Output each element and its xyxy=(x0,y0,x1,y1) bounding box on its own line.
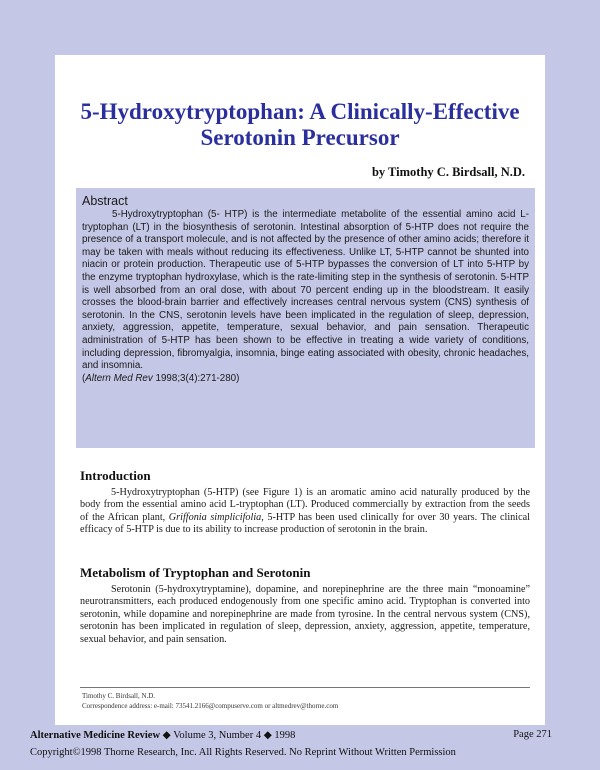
footnote xyxy=(82,692,338,711)
metabolism-paragraph: Serotonin (5-hydroxytryptamine), dopamine, and norepinephrine are the three main “monoamine” neurotransmitters, each produced endogenously from one specific amino acid. Tryptophan is converted into serotonin, while dopamine and norepinephrine are made from tyrosine. In the central nervous system (CNS), serotonin has been implicated in regulation of sleep, depression, anxiety, aggression, appetite, temperature, sexual behavior, and pain sensation. xyxy=(80,584,530,645)
metabolism-section xyxy=(80,565,530,646)
species-name: Griffonia simplicifolia xyxy=(168,511,262,523)
abstract-body: 5-Hydroxytryptophan (5- HTP) is the intermediate metabolite of the essential amino acid L-tryptophan (LT) in the biosynthesis of serotonin. Intestinal absorption of 5-HTP does not require the presence of a transport molecule, and is not affected by the presence of other amino acids; therefore it may be taken with meals without reducing its effectiveness. Unlike LT, 5-HTP cannot be shunted into niacin or protein production. Therapeutic use of 5-HTP bypasses the conversion of LT into 5-HTP by the enzyme tryptophan hydroxylase, which is the rate-limiting step in the synthesis of serotonin. 5-HTP is well absorbed from an oral dose, with about 70 percent ending up in the bloodstream. It easily crosses the blood-brain barrier and effectively increases central nervous system (CNS) synthesis of serotonin. In the CNS, serotonin levels have been implicated in the regulation of sleep, depression, anxiety, aggression, appetite, temperature, sexual behavior, and pain sensation. Therapeutic administration of 5-HTP has been shown to be effective in treating a wide variety of conditions, including depression, fibromyalgia, insomnia, binge eating associated with obesity, chronic headaches, and insomnia. xyxy=(82,209,529,372)
abstract-box xyxy=(76,188,535,448)
footnote-divider xyxy=(80,687,530,688)
diamond-separator-icon: ◆ xyxy=(261,730,275,741)
citation-journal: Altern Med Rev xyxy=(85,372,153,384)
title-line-1: 5-Hydroxytryptophan: A Clinically-Effective xyxy=(80,99,520,124)
article-page xyxy=(55,55,545,725)
footnote-author: Timothy C. Birdsall, N.D. xyxy=(82,692,156,700)
introduction-section xyxy=(80,468,530,537)
introduction-paragraph: 5-Hydroxytryptophan (5-HTP) (see Figure 1) is an aromatic amino acid naturally produced by the body from the essential amino acid L-tryptophan (LT). Produced commercially by extraction from the seeds of the African plant, Griffonia simplicifolia, 5-HTP has been used clinically for over 30 years. The clinical efficacy of 5-HTP is due to its ability to increase production of serotonin in the brain. xyxy=(80,487,530,536)
journal-name: Alternative Medicine Review xyxy=(30,730,161,741)
introduction-heading: Introduction xyxy=(80,468,151,483)
diamond-separator-icon: ◆ xyxy=(160,730,174,741)
metabolism-heading: Metabolism of Tryptophan and Serotonin xyxy=(80,565,311,580)
volume-info: Volume 3, Number 4 xyxy=(173,730,262,741)
author-byline: by Timothy C. Birdsall, N.D. xyxy=(371,165,525,179)
copyright-notice: Copyright©1998 Thorne Research, Inc. All Rights Reserved. No Reprint Without Written Permission xyxy=(30,747,456,758)
footnote-correspondence: Correspondence address: e-mail: 73541.2166@compuserve.com or altmedrev@thorne.com xyxy=(82,701,339,710)
page-number: Page 271 xyxy=(513,729,552,740)
abstract-citation: (Altern Med Rev 1998;3(4):271-280) xyxy=(82,372,240,384)
article-title xyxy=(55,99,545,151)
abstract-heading: Abstract xyxy=(82,194,128,208)
publication-year: 1998 xyxy=(274,730,296,741)
title-line-2: Serotonin Precursor xyxy=(200,125,400,150)
